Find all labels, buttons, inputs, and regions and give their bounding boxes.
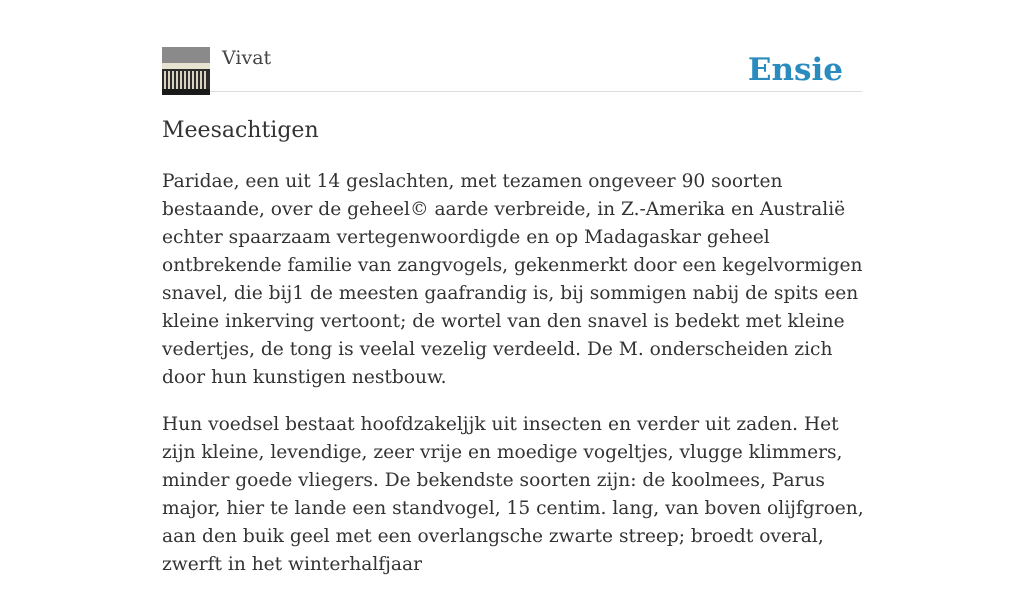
header — [162, 0, 862, 92]
author-name-link[interactable]: Vivat — [222, 47, 272, 69]
typewriter-keys-avatar-icon — [162, 47, 210, 95]
author-avatar[interactable] — [162, 47, 210, 95]
ensie-logo-link[interactable]: Ensie — [747, 52, 843, 88]
article-paragraph: Hun voedsel bestaat hoofdzakeljjk uit insecten en verder uit zaden. Het zijn kleine, levendige, zeer vrije en moedige vogeltjes, vlugge klimmers, minder goede vliegers. De bekendste soorten zijn: de koolmees, Parus major, hier te lande een standvogel, 15 centim. lang, van boven olijfgroen, aan den buik geel met een overlangsche zwarte streep; broedt overal, zwerft in het winterhalfjaar — [162, 414, 864, 575]
page — [162, 0, 864, 575]
article-title: Meesachtigen — [162, 118, 319, 143]
article-body — [162, 168, 867, 598]
article-paragraph: Paridae, een uit 14 geslachten, met tezamen ongeveer 90 soorten bestaande, over de geheel© aarde verbreide, in Z.-Amerika en Australië echter spaarzaam vertegenwoordigde en op Madagaskar geheel ontbrekende familie van zangvogels, gekenmerkt door een kegelvormigen snavel, die bij1 de meesten gaafrandig is, bij sommigen nabij de spits een kleine inkerving vertoont; de wortel van den snavel is bedekt met kleine vedertjes, de tong is veelal vezelig verdeeld. De M. onderscheiden zich door hun kunstigen nestbouw. — [162, 171, 863, 388]
